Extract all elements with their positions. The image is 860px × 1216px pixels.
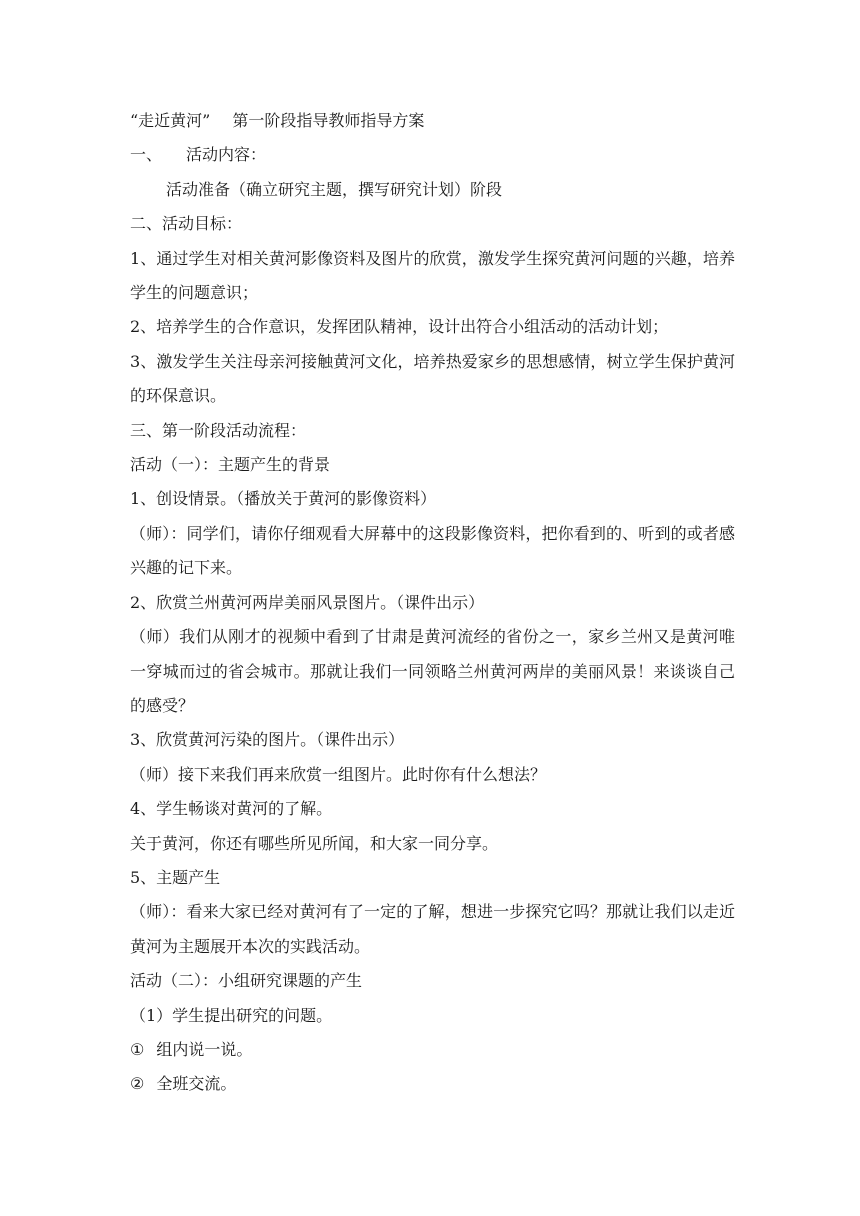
goal-2: 2、培养学生的合作意识，发挥团队精神，设计出符合小组活动的活动计划；: [130, 317, 669, 337]
activity-1-step-4-text: 关于黄河，你还有哪些所见所闻，和大家一同分享。: [130, 833, 499, 853]
activity-1-step-5: 5、主题产生: [130, 867, 221, 887]
activity-1-heading: 活动（一）：主题产生的背景: [130, 455, 331, 475]
title-part-2: 第一阶段指导教师指导方案: [232, 111, 425, 130]
document-page: [130, 104, 735, 1102]
list-item-text: 全班交流。: [156, 1074, 237, 1094]
activity-1-step-1: 1、创设情景。（播放关于黄河的影像资料）: [130, 489, 437, 509]
document-title: [130, 104, 735, 138]
list-item: [130, 1067, 735, 1101]
goal-3: 3、激发学生关注母亲河接触黄河文化，培养热爱家乡的思想感情，树立学生保护黄河的环保意识。: [130, 351, 735, 406]
section-1-label: 活动内容：: [186, 145, 267, 165]
activity-1-step-4: 4、学生畅谈对黄河的了解。: [130, 799, 333, 819]
list-item-text: 组内说一说。: [156, 1039, 253, 1059]
activity-1-step-3: 3、欣赏黄河污染的图片。（课件出示）: [130, 730, 405, 750]
activity-1-step-2-teacher: （师）我们从刚才的视频中看到了甘肃是黄河流经的省份之一，家乡兰州又是黄河唯一穿城而过的省会城市。那就让我们一同领略兰州黄河两岸的美丽风景！来谈谈自己的感受？: [130, 627, 735, 715]
section-1-heading: [130, 138, 735, 172]
goal-1: 1、通过学生对相关黄河影像资料及图片的欣赏，激发学生探究黄河问题的兴趣，培养学生的问题意识；: [130, 248, 735, 303]
section-3-heading: 三、第一阶段活动流程：: [130, 420, 307, 440]
activity-1-step-5-teacher: （师）：看来大家已经对黄河有了一定的了解，想进一步探究它吗？那就让我们以走近黄河为主题展开本次的实践活动。: [130, 902, 735, 956]
activity-2-heading: 活动（二）：小组研究课题的产生: [130, 971, 363, 991]
title-part-1: “走近黄河”: [130, 111, 211, 130]
section-2-heading: 二、活动目标：: [130, 214, 243, 234]
activity-1-step-1-teacher: （师）：同学们，请你仔细观看大屏幕中的这段影像资料，把你看到的、听到的或者感兴趣的记下来。: [130, 523, 735, 578]
list-marker: ①: [130, 1039, 145, 1059]
section-1-number: 一、: [130, 145, 163, 165]
list-marker: ②: [130, 1074, 145, 1094]
list-item: [130, 1033, 735, 1067]
activity-1-step-3-teacher: （师）接下来我们再来欣赏一组图片。此时你有什么想法？: [130, 764, 547, 784]
section-1-content: 活动准备（确立研究主题，撰写研究计划）阶段: [166, 179, 503, 199]
activity-1-step-2: 2、欣赏兰州黄河两岸美丽风景图片。（课件出示）: [130, 592, 485, 612]
activity-2-sub-1: （1）学生提出研究的问题。: [130, 1005, 333, 1025]
